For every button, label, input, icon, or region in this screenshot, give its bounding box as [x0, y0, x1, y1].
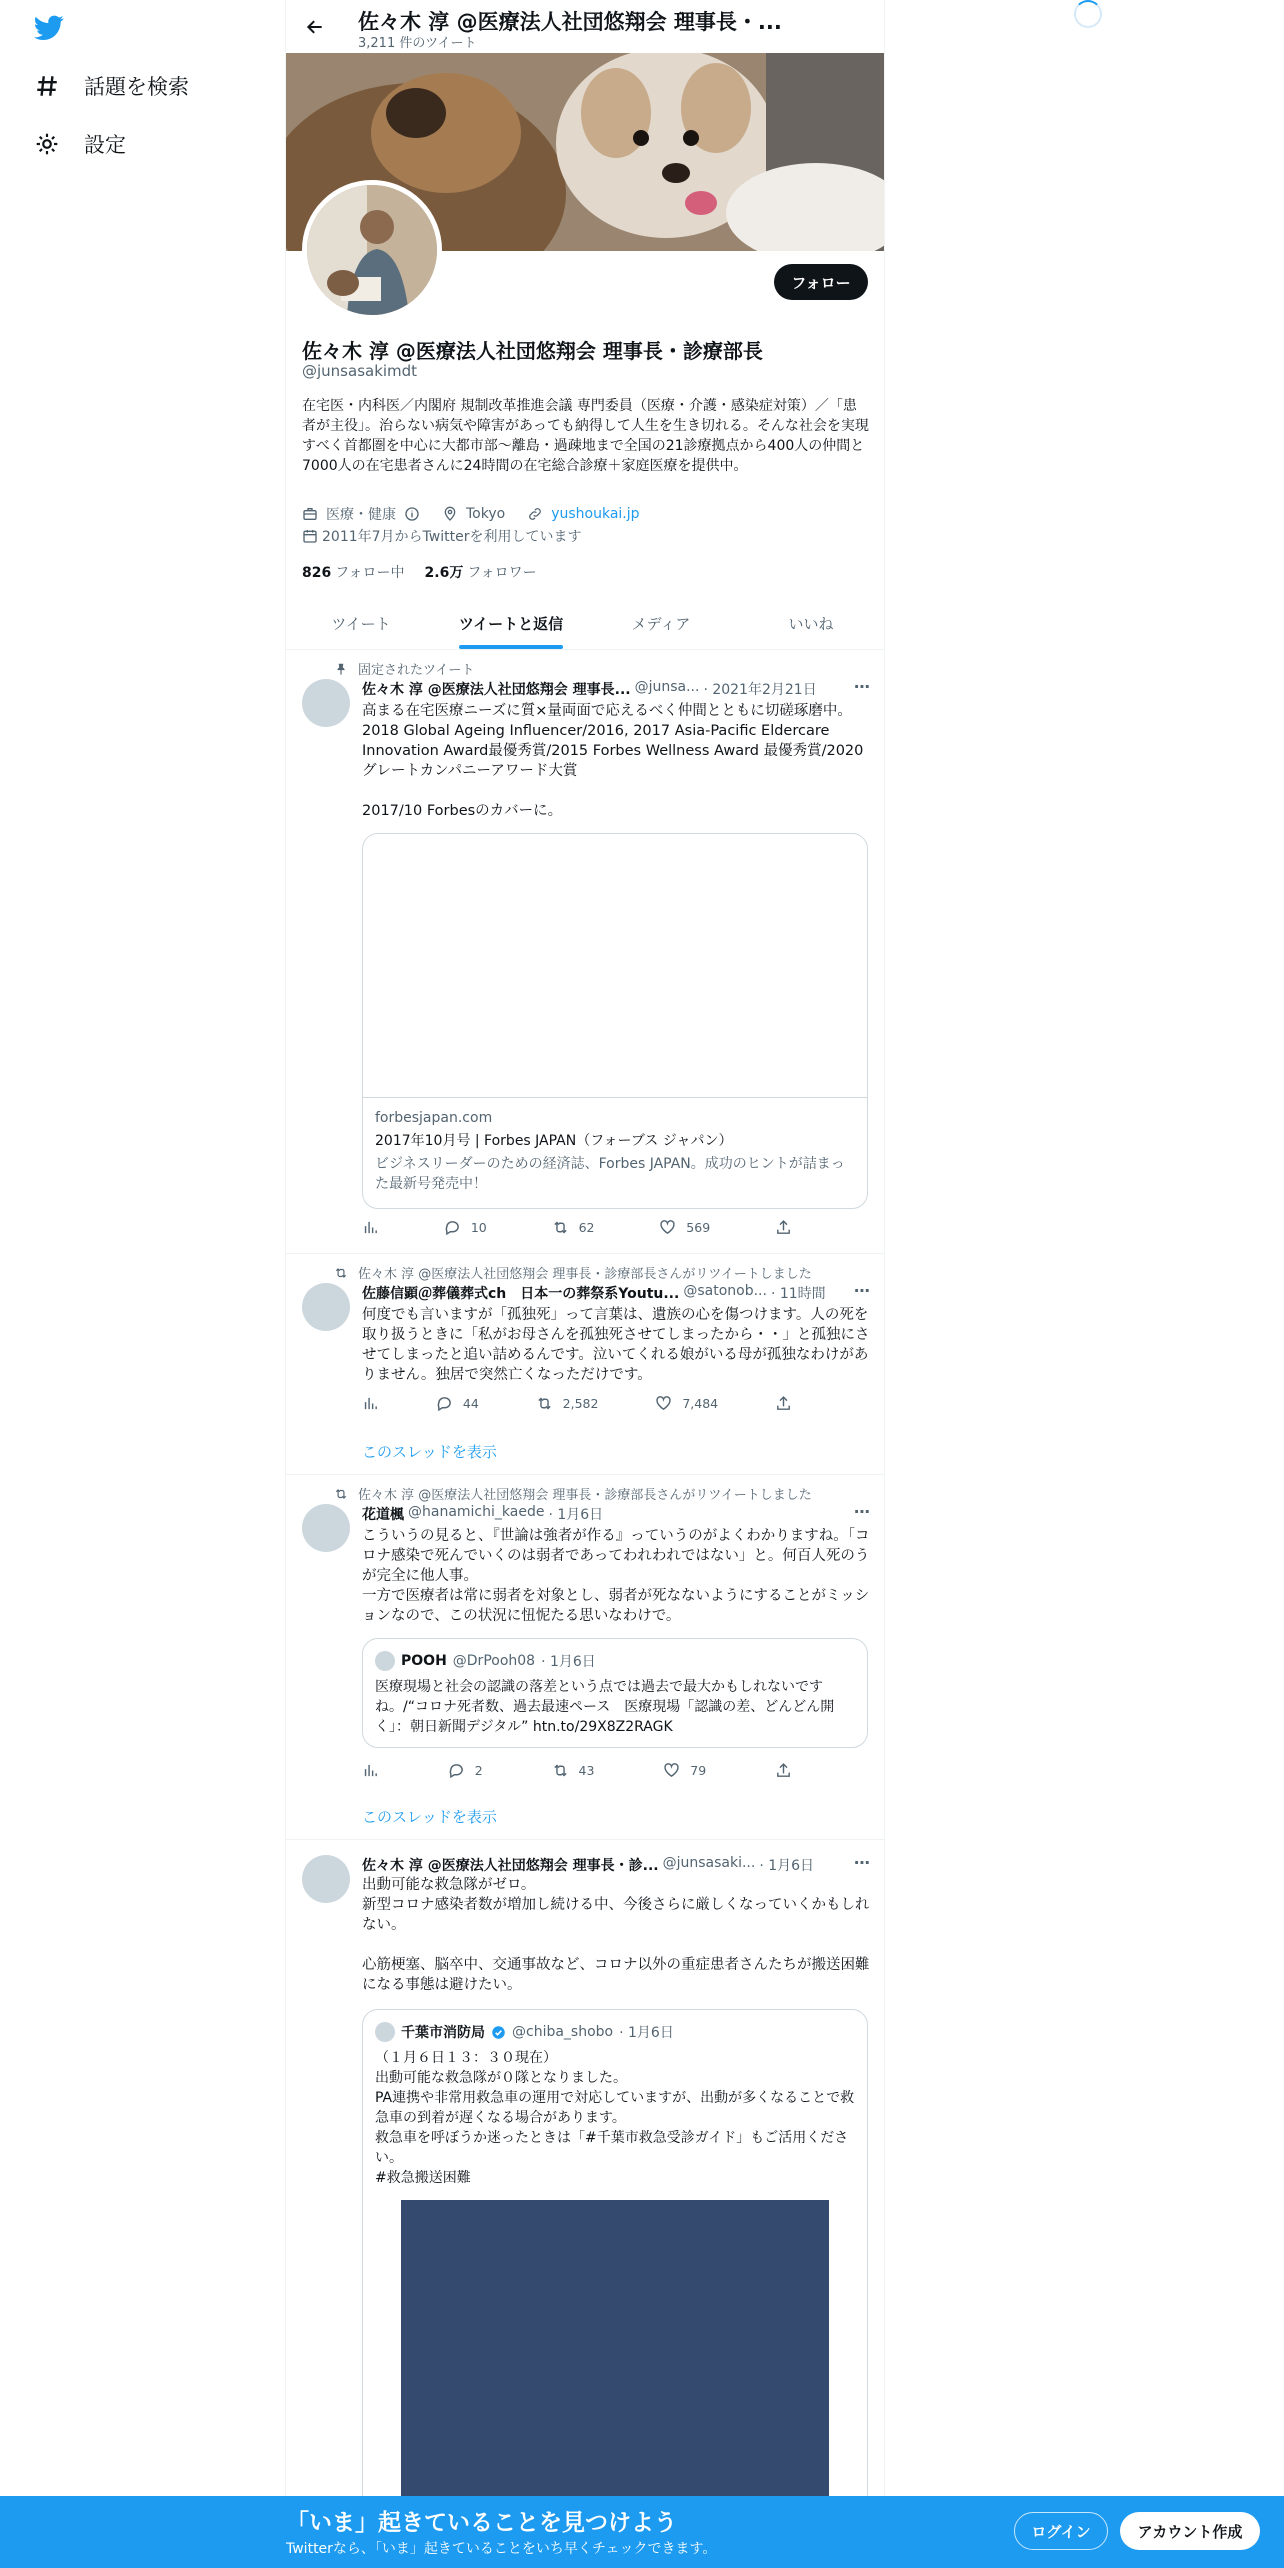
signup-button[interactable]: アカウント作成	[1120, 2512, 1260, 2550]
like-count: 7,484	[682, 1396, 719, 1411]
retweet-icon	[334, 1487, 348, 1501]
author-handle[interactable]: @junsa...	[634, 679, 700, 695]
profile-handle: @junsasakimdt	[302, 362, 418, 380]
like-count: 569	[686, 1220, 711, 1235]
more-menu-button[interactable]: ⋯	[854, 1281, 870, 1300]
retweet-button[interactable]	[552, 1219, 595, 1236]
card-description: ビジネスリーダーのための経済誌、Forbes JAPAN。成功のヒントが詰まった最新号発売中！	[375, 1156, 845, 1192]
avatar[interactable]	[302, 1855, 350, 1903]
link-card[interactable]	[362, 833, 868, 1209]
retweet-icon	[552, 1219, 569, 1236]
tweet-text: 何度でも言いますが「孤独死」って言葉は、遺族の心を傷つけます。人の死を取り扱うときに「私がお母さんを孤独死させてしまったから・・」と孤独にさせてしまったと追い詰めるんです。泣いてくれる娘がいる母が孤独なわけがありません。独居で突然亡くなっただけです。	[362, 1307, 870, 1383]
retweet-icon	[536, 1395, 553, 1412]
quote-author-handle: @DrPooh08	[452, 1653, 536, 1669]
nav-explore[interactable]	[34, 66, 189, 106]
profile-joined-text: 2011年7月からTwitterを利用しています	[322, 529, 582, 545]
following-link[interactable]	[302, 562, 405, 582]
retweet-button[interactable]	[536, 1395, 599, 1412]
profile-header-bar	[286, 0, 885, 53]
signup-banner-subtitle: Twitterなら、「いま」起きていることをいち早くチェックできます。	[286, 2541, 717, 2557]
quote-author-name: POOH	[401, 1653, 447, 1669]
analytics-button[interactable]	[362, 1219, 379, 1236]
author-name[interactable]: 佐藤信顕＠葬儀葬式ch 日本一の葬祭系Youtu...	[362, 1286, 680, 1302]
info-icon[interactable]	[404, 506, 420, 522]
profile-column	[285, 0, 885, 2568]
more-menu-button[interactable]: ⋯	[854, 677, 870, 696]
quote-author-handle: @chiba_shobo	[512, 2024, 614, 2040]
profile-bio: 在宅医・内科医／内閣府 規制改革推進会議 専門委員（医療・介護・感染症対策）／「患者が主役」。治らない病気や障害があっても納得して人生を生き切れる。そんな社会を実現すべく首都圏を中心に大都市部～離島・過疎地まで全国の21診療拠点から400人の仲間と7000人の在宅患者さんに24時間の在宅総合診療＋家庭医療を提供中。	[302, 398, 869, 474]
more-menu-button[interactable]: ⋯	[854, 1853, 870, 1872]
tweet-text: 出動可能な救急隊がゼロ。 新型コロナ感染者数が増加し続ける中、今後さらに厳しくなっていくかもしれない。 心筋梗塞、脳卒中、交通事故など、コロナ以外の重症患者さんたちが搬送困難になる事態は避けたい。	[362, 1877, 870, 1993]
share-button[interactable]	[775, 1219, 792, 1236]
quote-header	[375, 1651, 596, 1671]
gear-icon	[34, 131, 60, 157]
link-icon	[527, 506, 543, 522]
like-button[interactable]	[659, 1219, 710, 1236]
arrow-left-icon	[305, 17, 325, 37]
retweet-context	[334, 1263, 812, 1282]
quote-header	[375, 2022, 674, 2042]
analytics-icon	[362, 1219, 379, 1236]
tab-tweets-and-replies[interactable]: ツイートと返信	[436, 598, 586, 649]
author-handle[interactable]: @satonob...	[683, 1283, 767, 1299]
retweet-context	[334, 1484, 812, 1503]
login-button[interactable]: ログイン	[1014, 2512, 1108, 2550]
tweet-time[interactable]: · 1月6日	[759, 1858, 815, 1874]
back-button[interactable]	[300, 12, 330, 42]
profile-location: Tokyo	[466, 506, 506, 522]
retweet-context-label[interactable]: 佐々木 淳 @医療法人社団悠翔会 理事長・診療部長さんがリツイートしました	[358, 1488, 812, 1503]
retweet-button[interactable]	[552, 1762, 595, 1779]
tweet-header	[362, 1504, 872, 1524]
tweet-time[interactable]: · 1月6日	[548, 1507, 604, 1523]
pinned-label: 固定されたツイート	[358, 663, 475, 678]
retweet-count: 43	[578, 1763, 595, 1778]
signup-banner-title: 「いま」起きていることを見つけよう	[286, 2510, 677, 2536]
pin-icon	[334, 662, 348, 676]
retweet-count: 62	[578, 1220, 595, 1235]
profile-meta	[302, 504, 640, 524]
author-name[interactable]: 花道楓	[362, 1507, 404, 1523]
quote-avatar	[375, 2022, 395, 2042]
retweet-icon	[334, 1266, 348, 1280]
twitter-bird-icon[interactable]	[32, 12, 66, 42]
profile-name: 佐々木 淳 @医療法人社団悠翔会 理事長・診療部長	[302, 339, 763, 363]
share-button[interactable]	[775, 1762, 792, 1779]
following-count: 826	[302, 565, 332, 581]
tweet-header	[362, 1855, 872, 1875]
retweet-count: 2,582	[562, 1396, 599, 1411]
reply-count: 44	[462, 1396, 479, 1411]
profile-url[interactable]: yushoukai.jp	[551, 506, 640, 522]
tweet-time[interactable]: · 2021年2月21日	[703, 682, 817, 698]
tab-media[interactable]: メディア	[631, 615, 691, 633]
profile-tabs	[286, 598, 885, 650]
share-icon	[775, 1762, 792, 1779]
share-button[interactable]	[775, 1395, 792, 1412]
avatar[interactable]	[302, 679, 350, 727]
quote-text: （１月６日１３：３０現在） 出動可能な救急隊が０隊となりました。 PA連携や非常用救急車の運用で対応していますが、出動が多くなることで救急車の到着が遅くなる場合があります。 救急車を呼ぼうか迷ったときは「#千葉市救急受診ガイド」もご活用ください。 #救急搬送困難	[375, 2050, 855, 2186]
tab-likes[interactable]: いいね	[788, 615, 834, 633]
tweet-text: 高まる在宅医療ニーズに質×量両面で応えるべく仲間とともに切磋琢磨中。2018 Global Ageing Influencer/2016, 2017 Asia-Pacific Eldercare Innovation Award最優秀賞/2015 Forbes Wellness Award 最優秀賞/2020グレートカンパニーアワード大賞 2017/10 Forbesのカバーに。	[362, 703, 864, 819]
author-handle[interactable]: @hanamichi_kaede	[408, 1504, 545, 1520]
tweet-retweeted-2[interactable]	[286, 1476, 885, 1840]
quote-text: 医療現場と社会の認識の落差という点では過去で最大かもしれないですね。/“コロナ死者数、過去最速ペース 医療現場「認識の差、どんどん開く」：朝日新聞デジタル” htn.to/29X8Z2RAGK	[375, 1679, 835, 1735]
avatar[interactable]	[302, 1283, 350, 1331]
calendar-icon	[302, 528, 318, 544]
tweet-time[interactable]: · 11時間	[770, 1286, 826, 1302]
reply-icon	[436, 1395, 453, 1412]
tweet-own-quote[interactable]	[286, 1841, 885, 2568]
briefcase-icon	[302, 506, 318, 522]
heart-icon	[659, 1219, 676, 1236]
avatar[interactable]	[302, 1504, 350, 1552]
profile-avatar[interactable]	[302, 180, 442, 320]
nav-settings-label: 設定	[84, 133, 126, 157]
reply-button[interactable]	[444, 1219, 487, 1236]
pinned-context	[334, 659, 474, 678]
analytics-button[interactable]	[362, 1395, 379, 1412]
followers-label: フォロワー	[467, 565, 537, 581]
reply-button[interactable]	[436, 1395, 479, 1412]
tweet-actions	[362, 1219, 792, 1236]
reply-count: 10	[470, 1220, 487, 1235]
reply-icon	[448, 1762, 465, 1779]
followers-count: 2.6万	[424, 565, 464, 581]
retweet-context-label[interactable]: 佐々木 淳 @医療法人社団悠翔会 理事長・診療部長さんがリツイートしました	[358, 1267, 812, 1282]
profile-category: 医療・健康	[326, 507, 396, 523]
quote-time: · 1月6日	[619, 2025, 674, 2041]
analytics-icon	[362, 1762, 379, 1779]
more-menu-button[interactable]: ⋯	[854, 1502, 870, 1521]
heart-icon	[663, 1762, 680, 1779]
header-title: 佐々木 淳 @医療法人社団悠翔会 理事長・...	[358, 10, 782, 34]
share-icon	[775, 1395, 792, 1412]
header-tweet-count: 3,211 件のツイート	[358, 36, 477, 51]
quote-author-name: 千葉市消防局	[401, 2025, 485, 2041]
tab-tweets[interactable]: ツイート	[331, 615, 391, 633]
quote-time: · 1月6日	[541, 1654, 596, 1670]
hashtag-icon	[34, 73, 60, 99]
tweet-header	[362, 1283, 872, 1303]
following-label: フォロー中	[335, 565, 405, 581]
share-icon	[775, 1219, 792, 1236]
followers-link[interactable]	[425, 562, 537, 582]
like-count: 79	[690, 1763, 707, 1778]
author-name[interactable]: 佐々木 淳 @医療法人社団悠翔会 理事長・診...	[362, 1858, 659, 1874]
heart-icon	[655, 1395, 672, 1412]
quoted-tweet[interactable]	[362, 1638, 868, 1748]
analytics-icon	[362, 1395, 379, 1412]
tweet-actions	[362, 1395, 792, 1412]
reply-button[interactable]	[448, 1762, 483, 1779]
profile-stats	[302, 562, 537, 582]
analytics-button[interactable]	[362, 1762, 379, 1779]
nav-explore-label: 話題を検索	[84, 75, 189, 99]
retweet-icon	[552, 1762, 569, 1779]
author-name[interactable]: 佐々木 淳 @医療法人社団悠翔会 理事長...	[362, 682, 631, 698]
follow-button[interactable]: フォロー	[774, 264, 868, 300]
signup-banner	[0, 2496, 1284, 2568]
author-handle[interactable]: @junsasaki...	[662, 1855, 756, 1871]
avatar-photo	[307, 185, 437, 315]
verified-badge-icon	[491, 2025, 506, 2040]
loading-spinner-icon	[1074, 0, 1102, 28]
tweet-header	[362, 679, 872, 699]
location-icon	[442, 506, 458, 522]
tweet-actions	[362, 1762, 792, 1779]
quote-avatar	[375, 1651, 395, 1671]
tweet-text: こういうの見ると、『世論は強者が作る』っていうのがよくわかりますね。「コロナ感染で死んでいくのは弱者であってわれわれではない」と。何百人死のうが完全に他人事。 一方で医療者は常に弱者を対象とし、弱者が死なないようにすることがミッションなので、この状況に忸怩たる思いなわけで。	[362, 1528, 870, 1624]
quoted-tweet[interactable]	[362, 2009, 868, 2568]
card-image	[363, 834, 867, 1098]
profile-joined	[302, 526, 581, 546]
card-domain: forbesjapan.com	[375, 1110, 493, 1126]
card-title: 2017年10月号 | Forbes JAPAN（フォーブス ジャパン）	[375, 1133, 733, 1149]
show-thread-link[interactable]: このスレッドを表示	[362, 1443, 497, 1461]
tweet-retweeted-1[interactable]	[286, 1255, 885, 1475]
nav-settings[interactable]	[34, 124, 126, 164]
tweet-pinned[interactable]	[286, 651, 885, 1254]
reply-count: 2	[474, 1763, 483, 1778]
like-button[interactable]	[655, 1395, 718, 1412]
like-button[interactable]	[663, 1762, 706, 1779]
show-thread-link[interactable]: このスレッドを表示	[362, 1808, 497, 1826]
reply-icon	[444, 1219, 461, 1236]
